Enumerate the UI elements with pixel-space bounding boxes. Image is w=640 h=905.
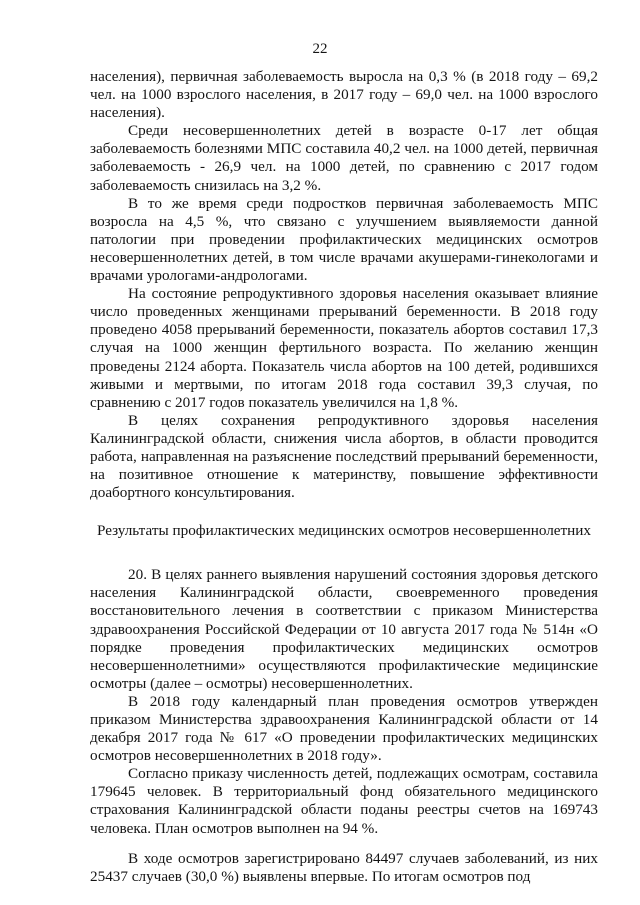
- page-number: 22: [312, 41, 328, 57]
- paragraph-children-count: Согласно приказу численность детей, подлежащих осмотрам, составила 179645 человек. В территориальный фонд обязательного медицинского страхования Калининградской области поданы реестры счетов на 169743 человека. План осмотров выполнен на 94 %.: [90, 765, 598, 837]
- paragraph-mps-adolescents: В то же время среди подростков первичная заболеваемость МПС возросла на 4,5 %, что связано с улучшением выявляемости данной патологии при проведении профилактических медицинских осмотров несовершеннолетних детей, в том числе врачами акушерами-гинекологами и врачами урологами-андрологами.: [90, 194, 598, 285]
- paragraph-reproductive-health-measures: В целях сохранения репродуктивного здоровья населения Калининградской области, снижения числа абортов, в области проводится работа, направленная на разъяснение последствий прерываний беременности, на позитивное отношение к материнству, повышение эффективности доабортного консультирования.: [90, 411, 598, 502]
- paragraph-registered-diseases: В ходе осмотров зарегистрировано 84497 случаев заболеваний, из них 25437 случаев (30,0 %) выявлены впервые. По итогам осмотров под: [90, 849, 598, 885]
- paragraph-mps-adult-morbidity: населения), первичная заболеваемость выросла на 0,3 % (в 2018 году – 69,2 чел. на 1000 взрослого населения, в 2017 году – 69,0 чел. на 1000 взрослого населения).: [90, 68, 598, 122]
- paragraph-mps-children-morbidity: Среди несовершеннолетних детей в возрасте 0-17 лет общая заболеваемость болезнями МПС составила 40,2 чел. на 1000 детей, первичная заболеваемость - 26,9 чел. на 1000 детей, по сравнению с 2017 годом заболеваемость снизилась на 3,2 %.: [90, 122, 598, 194]
- paragraph-calendar-plan: В 2018 году календарный план проведения осмотров утвержден приказом Министерства здравоохранения Калининградской области от 14 декабря 2017 года № 617 «О проведении профилактических медицинских осмотров несовершеннолетних в 2018 году».: [90, 692, 598, 765]
- paragraph-item-20: 20. В целях раннего выявления нарушений состояния здоровья детского населения Калининградской области, своевременного проведения восстановительного лечения в соответствии с приказом Министерства здравоохранения Российской Федерации от 10 августа 2017 года № 514н «О порядке проведения профилактических медицинских осмотров несовершеннолетними» осуществляются профилактические медицинские осмотры (далее – осмотры) несовершеннолетних.: [90, 566, 598, 692]
- paragraph-abortions: На состояние репродуктивного здоровья населения оказывает влияние число проведенных женщинами прерываний беременности. В 2018 году проведено 4058 прерываний беременности, показатель абортов составил 17,3 случая на 1000 женщин фертильного возраста. По желанию женщин проведены 2124 аборта. Показатель числа абортов на 100 детей, родившихся живыми и мертвыми, по итогам 2018 года составил 39,3 случая, по сравнению с 2017 годов показатель увеличился на 1,8 %.: [90, 285, 598, 411]
- section-heading: Результаты профилактических медицинских осмотров несовершеннолетних: [96, 522, 592, 540]
- document-body: [90, 68, 598, 886]
